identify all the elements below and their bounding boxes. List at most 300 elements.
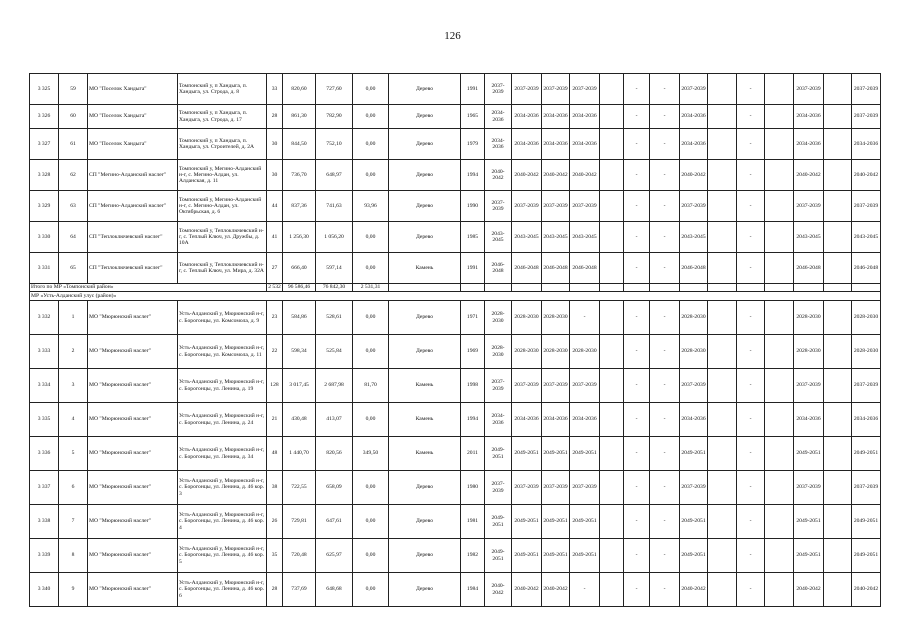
cell-living-area: 625,97 bbox=[316, 539, 353, 573]
table-row bbox=[30, 191, 881, 222]
table-row bbox=[30, 505, 881, 539]
cell-row-number: 3 332 bbox=[30, 301, 59, 335]
cell-period-5: - bbox=[624, 471, 650, 505]
cell-empty-1 bbox=[600, 539, 624, 573]
cell-total-area: 722,55 bbox=[283, 471, 316, 505]
cell-non-residential-area: 0,00 bbox=[353, 253, 389, 284]
cell-address: Усть-Алданский у, Мюрюнский н-г, с. Борогонцы, ул. Ленина, д. 46 кор. 4 bbox=[178, 505, 267, 539]
cell-period-3: 2037-2039 bbox=[542, 471, 570, 505]
subtotal-label: Итого по МР «Томпонский район» bbox=[30, 284, 267, 292]
cell-period-6: - bbox=[650, 471, 680, 505]
cell-period-2: 2037-2039 bbox=[512, 369, 542, 403]
cell-period-9: 2043-2045 bbox=[794, 222, 824, 253]
cell-residents-count: 27 bbox=[267, 253, 283, 284]
cell-empty-4 bbox=[824, 129, 852, 160]
cell-period-6: - bbox=[650, 505, 680, 539]
cell-wall-material: Камень bbox=[389, 403, 461, 437]
cell-living-area: 658,09 bbox=[316, 471, 353, 505]
table-body bbox=[30, 74, 881, 607]
cell-wall-material: Дерево bbox=[389, 74, 461, 105]
cell-period-5: - bbox=[624, 573, 650, 607]
cell-period-9: 2049-2051 bbox=[794, 505, 824, 539]
cell-build-year: 1982 bbox=[461, 539, 485, 573]
cell-build-year: 1985 bbox=[461, 222, 485, 253]
cell-row-number: 3 329 bbox=[30, 191, 59, 222]
cell-municipality: МО "Мюрюнский наслег" bbox=[88, 301, 178, 335]
cell-empty-3 bbox=[765, 129, 794, 160]
cell-period-4: 2037-2039 bbox=[570, 471, 600, 505]
cell-empty-1 bbox=[600, 437, 624, 471]
cell-empty-3 bbox=[765, 253, 794, 284]
cell-living-area: 752,10 bbox=[316, 129, 353, 160]
table-row bbox=[30, 105, 881, 129]
cell-period-1: 2034-2036 bbox=[485, 129, 512, 160]
cell-address: Томпонский у, Теплоключевский н-г, с. Теплый Ключ, ул. Дружбы, д. 10А bbox=[178, 222, 267, 253]
cell-index-in-district: 4 bbox=[59, 403, 88, 437]
cell-period-8: - bbox=[737, 105, 765, 129]
cell-empty-1 bbox=[600, 105, 624, 129]
cell-address: Томпонский у, п Хандыга, п. Хандыга, ул. Строда, д. 8 bbox=[178, 74, 267, 105]
cell-period-1: 2034-2036 bbox=[485, 403, 512, 437]
cell-period-5: - bbox=[624, 369, 650, 403]
cell-address: Усть-Алданский у, Мюрюнский н-г, с. Борогонцы, ул. Ленина, д. 24 bbox=[178, 403, 267, 437]
cell-period-1: 2037-2039 bbox=[485, 74, 512, 105]
cell-period-2: 2037-2039 bbox=[512, 74, 542, 105]
cell-period-1: 2043-2045 bbox=[485, 222, 512, 253]
cell-period-5: - bbox=[624, 160, 650, 191]
cell-empty-3 bbox=[765, 160, 794, 191]
cell-period-2: 2028-2030 bbox=[512, 335, 542, 369]
cell-wall-material: Дерево bbox=[389, 105, 461, 129]
cell-empty-1 bbox=[600, 335, 624, 369]
cell-empty-4 bbox=[824, 505, 852, 539]
subtotal-empty-cell bbox=[600, 284, 624, 292]
cell-non-residential-area: 0,00 bbox=[353, 505, 389, 539]
cell-period-4: 2037-2039 bbox=[570, 74, 600, 105]
cell-wall-material: Дерево bbox=[389, 539, 461, 573]
cell-empty-1 bbox=[600, 129, 624, 160]
cell-period-3: 2049-2051 bbox=[542, 505, 570, 539]
cell-wall-material: Дерево bbox=[389, 471, 461, 505]
cell-empty-3 bbox=[765, 74, 794, 105]
cell-row-number: 3 336 bbox=[30, 437, 59, 471]
cell-period-9: 2028-2030 bbox=[794, 301, 824, 335]
cell-municipality: МО "Поселок Хандыга" bbox=[88, 74, 178, 105]
cell-period-8: - bbox=[737, 539, 765, 573]
cell-period-2: 2040-2042 bbox=[512, 573, 542, 607]
cell-period-3: 2040-2042 bbox=[542, 573, 570, 607]
table-row bbox=[30, 539, 881, 573]
cell-municipality: МО "Мюрюнский наслег" bbox=[88, 471, 178, 505]
cell-build-year: 1991 bbox=[461, 74, 485, 105]
cell-period-6: - bbox=[650, 129, 680, 160]
cell-period-9: 2034-2036 bbox=[794, 403, 824, 437]
cell-residents-count: 48 bbox=[267, 437, 283, 471]
cell-period-7: 2049-2051 bbox=[680, 437, 708, 471]
cell-period-2: 2049-2051 bbox=[512, 539, 542, 573]
cell-wall-material: Дерево bbox=[389, 160, 461, 191]
cell-empty-1 bbox=[600, 471, 624, 505]
cell-period-7: 2040-2042 bbox=[680, 160, 708, 191]
cell-total-area: 3 017,45 bbox=[283, 369, 316, 403]
cell-period-8: - bbox=[737, 160, 765, 191]
cell-period-10: 2037-2039 bbox=[852, 191, 881, 222]
cell-period-9: 2034-2036 bbox=[794, 129, 824, 160]
cell-empty-3 bbox=[765, 403, 794, 437]
cell-total-area: 666,40 bbox=[283, 253, 316, 284]
cell-index-in-district: 64 bbox=[59, 222, 88, 253]
cell-period-1: 2040-2042 bbox=[485, 160, 512, 191]
cell-empty-3 bbox=[765, 191, 794, 222]
cell-period-8: - bbox=[737, 253, 765, 284]
cell-period-10: 2028-2030 bbox=[852, 301, 881, 335]
cell-period-4: 2046-2048 bbox=[570, 253, 600, 284]
table-row bbox=[30, 369, 881, 403]
cell-period-8: - bbox=[737, 74, 765, 105]
cell-period-1: 2028-2030 bbox=[485, 301, 512, 335]
section-title: МР «Усть-Алданский улус (район)» bbox=[30, 292, 881, 301]
cell-total-area: 737,69 bbox=[283, 573, 316, 607]
cell-empty-4 bbox=[824, 74, 852, 105]
cell-total-area: 598,34 bbox=[283, 335, 316, 369]
cell-empty-2 bbox=[708, 301, 737, 335]
cell-municipality: МО "Поселок Хандыга" bbox=[88, 129, 178, 160]
cell-build-year: 1994 bbox=[461, 403, 485, 437]
cell-period-5: - bbox=[624, 191, 650, 222]
cell-living-area: 597,14 bbox=[316, 253, 353, 284]
page-number: 126 bbox=[444, 30, 461, 42]
cell-row-number: 3 339 bbox=[30, 539, 59, 573]
table-row bbox=[30, 335, 881, 369]
subtotal-empty-cell bbox=[389, 284, 461, 292]
cell-empty-3 bbox=[765, 573, 794, 607]
subtotal-empty-cell bbox=[624, 284, 650, 292]
table-row bbox=[30, 403, 881, 437]
cell-address: Томпонский у, п Хандыга, п. Хандыга, ул. Строителей, д. 2А bbox=[178, 129, 267, 160]
cell-empty-2 bbox=[708, 222, 737, 253]
cell-empty-3 bbox=[765, 369, 794, 403]
cell-residents-count: 33 bbox=[267, 74, 283, 105]
cell-residents-count: 21 bbox=[267, 403, 283, 437]
cell-non-residential-area: 0,00 bbox=[353, 471, 389, 505]
cell-period-7: 2037-2039 bbox=[680, 74, 708, 105]
cell-period-10: 2049-2051 bbox=[852, 505, 881, 539]
cell-empty-1 bbox=[600, 74, 624, 105]
cell-period-1: 2034-2036 bbox=[485, 105, 512, 129]
cell-period-4: - bbox=[570, 301, 600, 335]
cell-period-5: - bbox=[624, 505, 650, 539]
cell-build-year: 1998 bbox=[461, 369, 485, 403]
cell-non-residential-area: 0,00 bbox=[353, 222, 389, 253]
table-row bbox=[30, 471, 881, 505]
cell-period-6: - bbox=[650, 335, 680, 369]
cell-non-residential-area: 0,00 bbox=[353, 301, 389, 335]
subtotal-row bbox=[30, 284, 881, 292]
cell-period-4: 2043-2045 bbox=[570, 222, 600, 253]
cell-empty-2 bbox=[708, 253, 737, 284]
cell-period-6: - bbox=[650, 301, 680, 335]
cell-period-6: - bbox=[650, 160, 680, 191]
cell-row-number: 3 334 bbox=[30, 369, 59, 403]
cell-period-3: 2034-2036 bbox=[542, 105, 570, 129]
cell-empty-4 bbox=[824, 403, 852, 437]
cell-build-year: 1984 bbox=[461, 573, 485, 607]
subtotal-empty-cell bbox=[765, 284, 794, 292]
cell-index-in-district: 8 bbox=[59, 539, 88, 573]
cell-empty-3 bbox=[765, 437, 794, 471]
cell-total-area: 837,36 bbox=[283, 191, 316, 222]
cell-wall-material: Дерево bbox=[389, 129, 461, 160]
cell-empty-1 bbox=[600, 369, 624, 403]
cell-period-1: 2040-2042 bbox=[485, 573, 512, 607]
cell-period-9: 2037-2039 bbox=[794, 471, 824, 505]
cell-build-year: 1990 bbox=[461, 191, 485, 222]
cell-period-3: 2049-2051 bbox=[542, 539, 570, 573]
cell-period-8: - bbox=[737, 505, 765, 539]
cell-period-7: 2040-2042 bbox=[680, 573, 708, 607]
cell-wall-material: Камень bbox=[389, 369, 461, 403]
cell-municipality: СП "Теплоключевский наслег" bbox=[88, 253, 178, 284]
cell-empty-4 bbox=[824, 437, 852, 471]
cell-total-area: 1 440,70 bbox=[283, 437, 316, 471]
cell-period-2: 2040-2042 bbox=[512, 160, 542, 191]
cell-empty-3 bbox=[765, 539, 794, 573]
cell-living-area: 1 056,20 bbox=[316, 222, 353, 253]
subtotal-c: 76 842,30 bbox=[316, 284, 353, 292]
cell-period-4: 2034-2036 bbox=[570, 129, 600, 160]
cell-period-9: 2040-2042 bbox=[794, 573, 824, 607]
table-row bbox=[30, 74, 881, 105]
cell-period-7: 2037-2039 bbox=[680, 471, 708, 505]
cell-build-year: 1994 bbox=[461, 160, 485, 191]
cell-empty-4 bbox=[824, 301, 852, 335]
cell-index-in-district: 1 bbox=[59, 301, 88, 335]
cell-period-6: - bbox=[650, 539, 680, 573]
cell-residents-count: 22 bbox=[267, 335, 283, 369]
subtotal-empty-cell bbox=[852, 284, 881, 292]
cell-non-residential-area: 0,00 bbox=[353, 403, 389, 437]
table-row bbox=[30, 573, 881, 607]
cell-period-9: 2037-2039 bbox=[794, 74, 824, 105]
cell-period-9: 2049-2051 bbox=[794, 437, 824, 471]
cell-period-8: - bbox=[737, 129, 765, 160]
cell-empty-2 bbox=[708, 505, 737, 539]
cell-living-area: 647,61 bbox=[316, 505, 353, 539]
cell-living-area: 2 687,98 bbox=[316, 369, 353, 403]
cell-period-5: - bbox=[624, 129, 650, 160]
cell-period-3: 2034-2036 bbox=[542, 129, 570, 160]
cell-period-7: 2034-2036 bbox=[680, 105, 708, 129]
subtotal-empty-cell bbox=[737, 284, 765, 292]
cell-build-year: 1980 bbox=[461, 471, 485, 505]
cell-period-8: - bbox=[737, 191, 765, 222]
cell-index-in-district: 2 bbox=[59, 335, 88, 369]
table-row bbox=[30, 301, 881, 335]
cell-non-residential-area: 0,00 bbox=[353, 573, 389, 607]
subtotal-empty-cell bbox=[824, 284, 852, 292]
subtotal-d: 2 531,31 bbox=[353, 284, 389, 292]
cell-wall-material: Дерево bbox=[389, 301, 461, 335]
cell-period-8: - bbox=[737, 335, 765, 369]
cell-period-4: 2037-2039 bbox=[570, 369, 600, 403]
cell-residents-count: 38 bbox=[267, 471, 283, 505]
cell-period-4: 2028-2030 bbox=[570, 335, 600, 369]
cell-period-5: - bbox=[624, 222, 650, 253]
cell-period-9: 2034-2036 bbox=[794, 105, 824, 129]
cell-living-area: 741,63 bbox=[316, 191, 353, 222]
cell-total-area: 844,50 bbox=[283, 129, 316, 160]
cell-empty-2 bbox=[708, 105, 737, 129]
cell-period-7: 2037-2039 bbox=[680, 191, 708, 222]
cell-residents-count: 30 bbox=[267, 129, 283, 160]
cell-total-area: 736,70 bbox=[283, 160, 316, 191]
cell-period-7: 2049-2051 bbox=[680, 505, 708, 539]
cell-empty-4 bbox=[824, 369, 852, 403]
cell-period-2: 2037-2039 bbox=[512, 191, 542, 222]
cell-build-year: 2011 bbox=[461, 437, 485, 471]
cell-non-residential-area: 0,00 bbox=[353, 129, 389, 160]
cell-empty-2 bbox=[708, 335, 737, 369]
cell-empty-1 bbox=[600, 505, 624, 539]
cell-period-2: 2034-2036 bbox=[512, 403, 542, 437]
cell-non-residential-area: 0,00 bbox=[353, 539, 389, 573]
cell-build-year: 1965 bbox=[461, 105, 485, 129]
cell-period-3: 2034-2036 bbox=[542, 403, 570, 437]
cell-period-3: 2028-2030 bbox=[542, 301, 570, 335]
cell-period-3: 2037-2039 bbox=[542, 74, 570, 105]
cell-index-in-district: 9 bbox=[59, 573, 88, 607]
cell-empty-1 bbox=[600, 191, 624, 222]
cell-period-10: 2049-2051 bbox=[852, 437, 881, 471]
cell-living-area: 648,68 bbox=[316, 573, 353, 607]
cell-residents-count: 23 bbox=[267, 301, 283, 335]
cell-wall-material: Дерево bbox=[389, 222, 461, 253]
cell-build-year: 1991 bbox=[461, 253, 485, 284]
cell-row-number: 3 331 bbox=[30, 253, 59, 284]
subtotal-empty-cell bbox=[680, 284, 708, 292]
subtotal-a: 2 532 bbox=[268, 284, 281, 291]
cell-period-10: 2040-2042 bbox=[852, 573, 881, 607]
cell-empty-3 bbox=[765, 222, 794, 253]
subtotal-empty-cell bbox=[794, 284, 824, 292]
cell-empty-3 bbox=[765, 505, 794, 539]
cell-period-1: 2037-2039 bbox=[485, 471, 512, 505]
cell-period-1: 2049-2051 bbox=[485, 437, 512, 471]
cell-build-year: 1971 bbox=[461, 301, 485, 335]
cell-period-6: - bbox=[650, 191, 680, 222]
cell-empty-4 bbox=[824, 573, 852, 607]
cell-period-7: 2049-2051 bbox=[680, 539, 708, 573]
cell-total-area: 820,60 bbox=[283, 74, 316, 105]
cell-address: Томпонский у, Мегино-Алданский н-г, с. Мегино-Алдан, ул. Октябрьская, д. 6 bbox=[178, 191, 267, 222]
cell-living-area: 648,97 bbox=[316, 160, 353, 191]
cell-empty-1 bbox=[600, 160, 624, 191]
cell-address: Томпонский у, п Хандыга, п. Хандыга, ул. Строда, д. 17 bbox=[178, 105, 267, 129]
cell-empty-1 bbox=[600, 573, 624, 607]
table-row bbox=[30, 222, 881, 253]
cell-period-5: - bbox=[624, 437, 650, 471]
cell-period-7: 2028-2030 bbox=[680, 335, 708, 369]
cell-period-3: 2049-2051 bbox=[542, 437, 570, 471]
cell-index-in-district: 59 bbox=[59, 74, 88, 105]
cell-address: Усть-Алданский у, Мюрюнский н-г, с. Борогонцы, ул. Ленина, д. 46 кор. 5 bbox=[178, 539, 267, 573]
cell-period-8: - bbox=[737, 222, 765, 253]
cell-index-in-district: 62 bbox=[59, 160, 88, 191]
cell-index-in-district: 63 bbox=[59, 191, 88, 222]
cell-period-5: - bbox=[624, 253, 650, 284]
cell-period-7: 2037-2039 bbox=[680, 369, 708, 403]
cell-non-residential-area: 0,00 bbox=[353, 105, 389, 129]
cell-empty-2 bbox=[708, 437, 737, 471]
cell-empty-2 bbox=[708, 160, 737, 191]
cell-address: Усть-Алданский у, Мюрюнский н-г, с. Борогонцы, ул. Комсомола, д. 11 bbox=[178, 335, 267, 369]
cell-period-10: 2049-2051 bbox=[852, 539, 881, 573]
cell-period-3: 2040-2042 bbox=[542, 160, 570, 191]
cell-period-10: 2034-2036 bbox=[852, 403, 881, 437]
subtotal-empty-cell bbox=[570, 284, 600, 292]
cell-period-10: 2037-2039 bbox=[852, 105, 881, 129]
cell-period-6: - bbox=[650, 369, 680, 403]
cell-living-area: 528,61 bbox=[316, 301, 353, 335]
cell-period-9: 2046-2048 bbox=[794, 253, 824, 284]
cell-empty-1 bbox=[600, 301, 624, 335]
cell-row-number: 3 327 bbox=[30, 129, 59, 160]
cell-index-in-district: 5 bbox=[59, 437, 88, 471]
cell-wall-material: Камень bbox=[389, 253, 461, 284]
cell-wall-material: Камень bbox=[389, 437, 461, 471]
cell-empty-4 bbox=[824, 253, 852, 284]
cell-living-area: 525,84 bbox=[316, 335, 353, 369]
cell-period-8: - bbox=[737, 437, 765, 471]
cell-period-7: 2028-2030 bbox=[680, 301, 708, 335]
cell-municipality: МО "Мюрюнский наслег" bbox=[88, 437, 178, 471]
cell-municipality: СП "Мегино-Алданский наслег" bbox=[88, 160, 178, 191]
cell-period-7: 2046-2048 bbox=[680, 253, 708, 284]
cell-period-6: - bbox=[650, 253, 680, 284]
cell-address: Усть-Алданский у, Мюрюнский н-г, с. Борогонцы, ул. Комсомола, д. 9 bbox=[178, 301, 267, 335]
cell-period-5: - bbox=[624, 74, 650, 105]
cell-empty-4 bbox=[824, 160, 852, 191]
table-row bbox=[30, 129, 881, 160]
cell-row-number: 3 330 bbox=[30, 222, 59, 253]
cell-period-10: 2037-2039 bbox=[852, 471, 881, 505]
cell-residents-count: 35 bbox=[267, 539, 283, 573]
cell-period-2: 2034-2036 bbox=[512, 105, 542, 129]
cell-period-2: 2037-2039 bbox=[512, 471, 542, 505]
cell-municipality: МО "Мюрюнский наслег" bbox=[88, 573, 178, 607]
cell-period-2: 2049-2051 bbox=[512, 505, 542, 539]
cell-residents-count: 28 bbox=[267, 573, 283, 607]
cell-address: Томпонский у, Мегино-Алданский н-г, с. Мегино-Алдан, ул. Алданская, д. 11 bbox=[178, 160, 267, 191]
cell-empty-2 bbox=[708, 74, 737, 105]
cell-non-residential-area: 81,70 bbox=[353, 369, 389, 403]
cell-municipality: МО "Мюрюнский наслег" bbox=[88, 335, 178, 369]
cell-period-2: 2046-2048 bbox=[512, 253, 542, 284]
cell-empty-2 bbox=[708, 191, 737, 222]
cell-period-3: 2037-2039 bbox=[542, 191, 570, 222]
cell-residents-count: 44 bbox=[267, 191, 283, 222]
cell-living-area: 413,07 bbox=[316, 403, 353, 437]
cell-empty-4 bbox=[824, 191, 852, 222]
cell-period-2: 2034-2036 bbox=[512, 129, 542, 160]
cell-total-area: 430,48 bbox=[283, 403, 316, 437]
cell-period-5: - bbox=[624, 403, 650, 437]
cell-row-number: 3 328 bbox=[30, 160, 59, 191]
cell-period-1: 2046-2048 bbox=[485, 253, 512, 284]
cell-period-6: - bbox=[650, 222, 680, 253]
cell-empty-2 bbox=[708, 471, 737, 505]
cell-period-5: - bbox=[624, 335, 650, 369]
